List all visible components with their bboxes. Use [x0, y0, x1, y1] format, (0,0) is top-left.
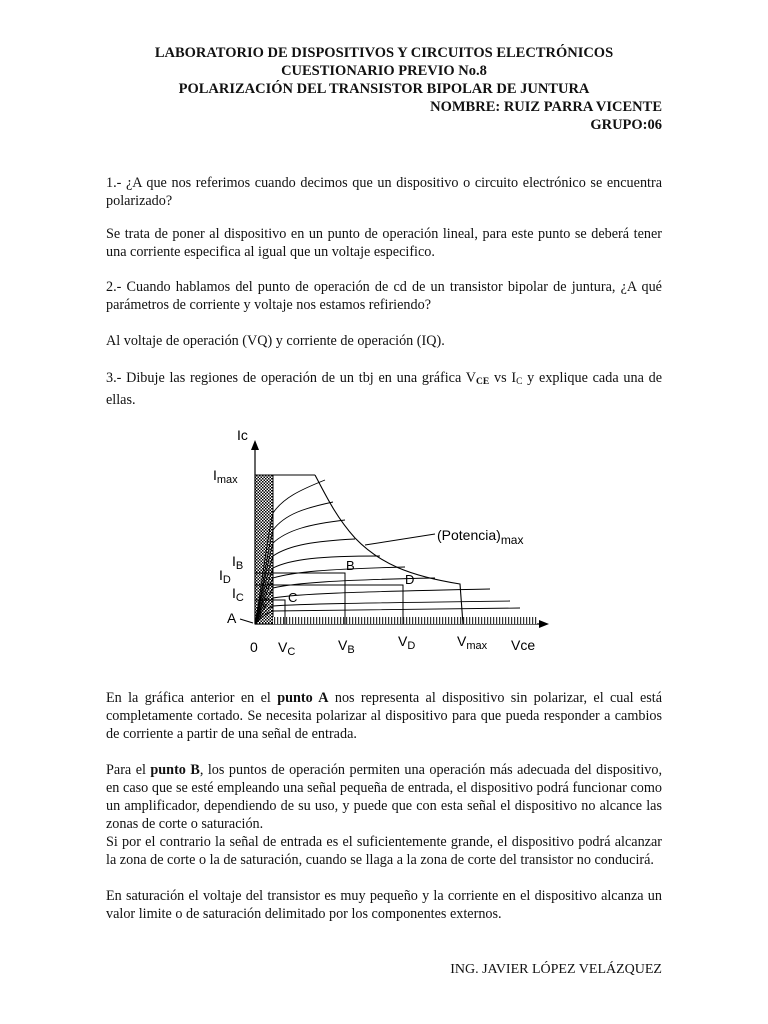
header-lab-title: LABORATORIO DE DISPOSITIVOS Y CIRCUITOS ELECTRÓNICOS [154, 45, 614, 61]
vmax-label: $V_{max}$ [457, 633, 488, 652]
footer-professor: ING. JAVIER LÓPEZ VELÁZQUEZ [450, 962, 662, 977]
paragraph-saturation: En saturación el voltaje del transistor es muy pequeño y la corriente en el dispositivo alcanza un valor limite o de saturación delimitado por los componentes externos. [106, 888, 662, 922]
header-group: GRUPO:06 [590, 117, 662, 133]
saturation-region [255, 475, 273, 624]
x-axis-label: Vce [511, 637, 536, 653]
operating-point-guides [255, 573, 403, 624]
point-a-label: A [227, 610, 237, 626]
power-max-leader [365, 534, 435, 545]
question-3 [106, 369, 662, 409]
id-label: $I_D$ [219, 567, 231, 586]
question-3-text-b: vs I [489, 370, 517, 386]
y-axis-label: Ic [237, 427, 248, 443]
header-questionnaire: CUESTIONARIO PREVIO No.8 [281, 63, 487, 79]
power-max-label: (Potencia)max [437, 527, 524, 547]
x-axis-arrow [539, 620, 549, 628]
document-header [106, 44, 662, 134]
paragraph-point-b-bold: punto B [150, 762, 200, 778]
origin-label: 0 [250, 639, 258, 655]
header-topic: POLARIZACIÓN DEL TRANSISTOR BIPOLAR DE JUNTURA [178, 81, 590, 97]
question-3-text-c: y explique cada una de ellas. [106, 370, 663, 408]
point-c-label: C [288, 590, 298, 605]
paragraph-point-a-body: nos representa al dispositivo sin polarizar, el cual está completamente cortado. Se necesita polarizar al dispositivo para que pueda responder a cambios de corriente a partir de una señal de entrada. [106, 690, 663, 742]
ib-label: $I_B$ [232, 553, 244, 572]
question-1: 1.- ¿A que nos referimos cuando decimos que un dispositivo o circuito electrónico se encuentra polarizado? [106, 175, 662, 209]
header-student-name: NOMBRE: RUIZ PARRA VICENTE [430, 99, 662, 115]
vc-label: $V_C$ [278, 639, 296, 658]
imax-label: $I_{max}$ [213, 467, 238, 486]
paragraph-point-a [106, 689, 662, 743]
question-3-sub-ce: CE [476, 377, 490, 387]
cutoff-region [273, 617, 537, 624]
tbj-characteristics-figure [205, 418, 550, 668]
paragraph-point-a-lead: En la gráfica anterior en el [106, 690, 278, 706]
paragraph-point-b-lead: Para el [106, 762, 151, 778]
ic-label: $I_C$ [232, 585, 244, 604]
paragraph-point-b-body: , los puntos de operación permiten una operación más adecuada del dispositivo, en caso que se esté empleando una señal pequeña de entrada, el dispositivo podrá funcionar como un amplificador, dependiendo de su uso, y puede que con esta señal el dispositivo no alcance las zonas de corte o saturación. [106, 762, 662, 832]
point-b-label: B [346, 558, 355, 573]
question-2: 2.- Cuando hablamos del punto de operación de cd de un transistor bipolar de juntura, ¿A qué parámetros de corriente y voltaje nos estamos refiriendo? [106, 279, 662, 313]
question-3-sub-c: C [516, 377, 523, 387]
answer-1: Se trata de poner al dispositivo en un punto de operación lineal, para este punto se deberá tener una corriente especifica al igual que un voltaje especifico. [106, 226, 662, 260]
vb-label: $V_B$ [338, 637, 355, 656]
paragraph-point-a-bold: punto A [277, 690, 329, 706]
answer-2: Al voltaje de operación (VQ) y corriente de operación (IQ). [106, 333, 445, 349]
y-axis-arrow [251, 440, 259, 450]
question-3-text-a: 3.- Dibuje las regiones de operación de un tbj en una gráfica V [106, 370, 477, 386]
point-d-label: D [405, 572, 415, 587]
point-a-leader [240, 619, 253, 623]
vd-label: $V_D$ [398, 633, 416, 652]
paragraph-point-b [106, 761, 662, 833]
paragraph-large-signal: Si por el contrario la señal de entrada es el suficientemente grande, el dispositivo podrá alcanzar la zona de corte o la de saturación, cuando se llaga a la zona de corte del transistor no conducirá. [106, 834, 662, 868]
